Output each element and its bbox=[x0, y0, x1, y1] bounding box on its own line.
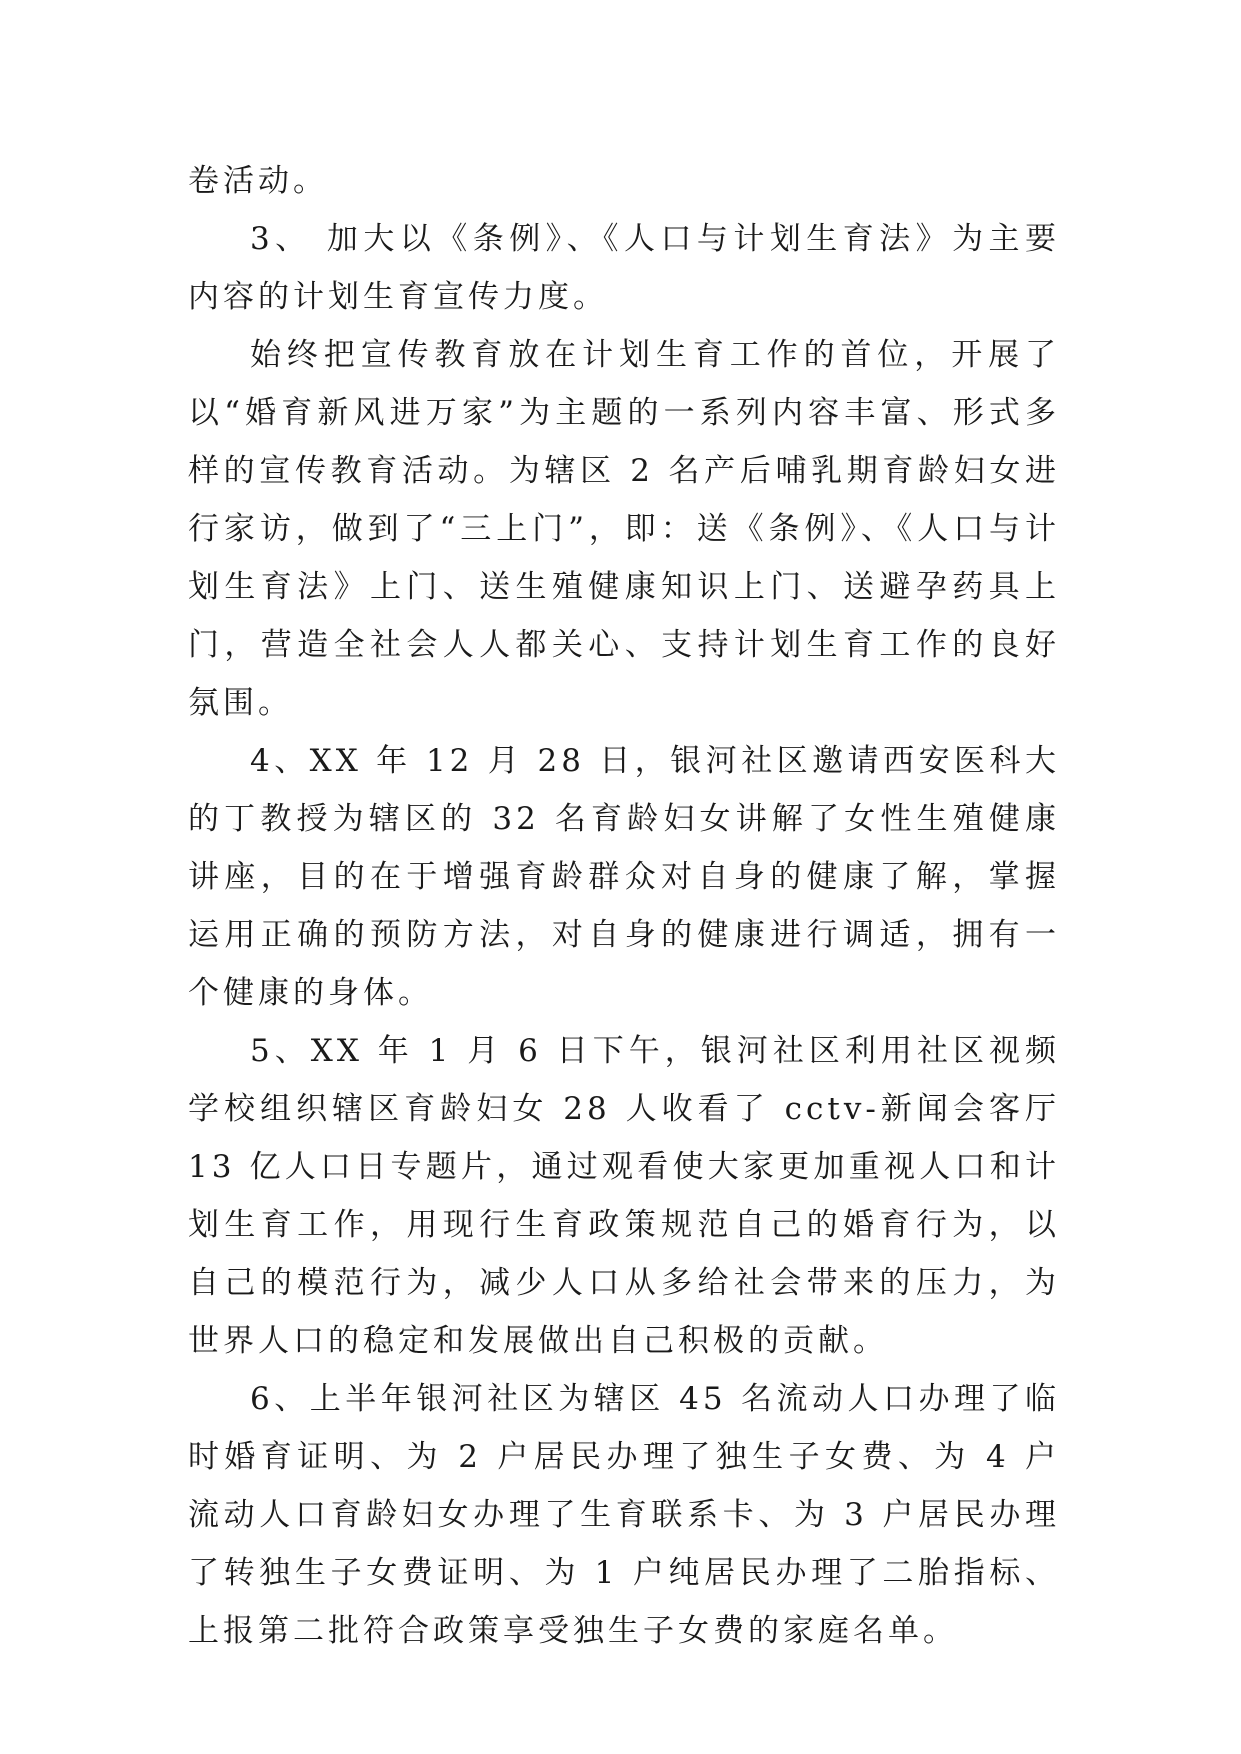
paragraph-item-6: 6、上半年银河社区为辖区 45 名流动人口办理了临时婚育证明、为 2 户居民办理了独生子女费、为 4 户流动人口育龄妇女办理了生育联系卡、为 3 户居民办理了转独生子女费证明、为 1 户纯居民办理了二胎指标、上报第二批符合政策享受独生子女费的家庭名单。 bbox=[188, 1381, 1060, 1649]
paragraph-item-4: 4、XX 年 12 月 28 日，银河社区邀请西安医科大的丁教授为辖区的 32 名育龄妇女讲解了女性生殖健康讲座，目的在于增强育龄群众对自身的健康了解，掌握运用正确的预防方法，对自身的健康进行调适，拥有一个健康的身体。 bbox=[188, 743, 1060, 1011]
paragraph-item-3: 3、 加大以《条例》、《人口与计划生育法》为主要内容的计划生育宣传力度。 bbox=[188, 221, 1060, 315]
paragraph-item-5: 5、XX 年 1 月 6 日下午，银河社区利用社区视频学校组织辖区育龄妇女 28 人收看了 cctv-新闻会客厅 13 亿人口日专题片，通过观看使大家更加重视人口和计划生育工作，用现行生育政策规范自己的婚育行为，以自己的模范行为，减少人口从多给社会带来的压力，为世界人口的稳定和发展做出自己积极的贡献。 bbox=[188, 1033, 1060, 1359]
paragraph-continuation: 卷活动。 bbox=[188, 163, 328, 199]
paragraph-item-3-detail: 始终把宣传教育放在计划生育工作的首位，开展了以“婚育新风进万家”为主题的一系列内容丰富、形式多样的宣传教育活动。为辖区 2 名产后哺乳期育龄妇女进行家访，做到了“三上门”，即：送《条例》、《人口与计划生育法》上门、送生殖健康知识上门、送避孕药具上门，营造全社会人人都关心、支持计划生育工作的良好氛围。 bbox=[188, 337, 1060, 721]
document-body bbox=[188, 152, 1060, 1660]
